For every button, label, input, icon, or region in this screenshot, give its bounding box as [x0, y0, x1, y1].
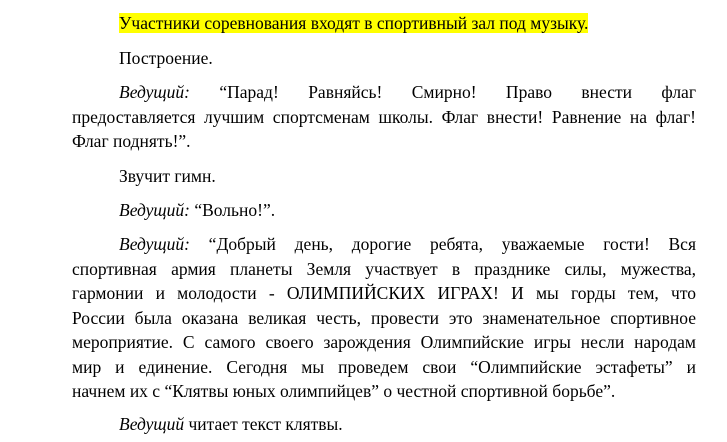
speech-text: “Добрый день, дорогие ребята, уважаемые гости! Вся	[189, 234, 696, 254]
highlighted-text: Участники соревнования входят в спортивный зал под музыку.	[119, 13, 589, 33]
paragraph-parade-line-1	[119, 81, 696, 103]
paragraph-greeting-line-4: России была оказана великая честь, провести это знаменательное спортивное	[72, 308, 696, 328]
paragraph-parade-line-3: Флаг поднять!”.	[72, 131, 191, 151]
paragraph-formation: Построение.	[119, 48, 213, 68]
speech-text: “Вольно!”.	[189, 200, 276, 220]
paragraph-parade-line-2: предоставляется лучшим спортсменам школы. Флаг внести! Равнение на флаг!	[72, 107, 696, 127]
paragraph-greeting-line-6: мир и единение. Сегодня мы проведем свои “Олимпийские эстафеты” и	[72, 357, 696, 377]
paragraph-greeting-line-7: начнем их с “Клятвы юных олимпийцев” о честной спортивной борьбе”.	[72, 381, 616, 401]
paragraph-greeting-line-2: спортивная армия планеты Земля участвует в празднике силы, мужества,	[72, 259, 696, 279]
speaker-label: Ведущий	[119, 414, 185, 434]
paragraph-greeting-line-3: гармонии и молодости - ОЛИМПИЙСКИХ ИГРАХ! И мы горды тем, что	[72, 283, 696, 303]
narration-text: читает текст клятвы.	[184, 414, 343, 434]
paragraph-greeting-line-5: мероприятие. С самого своего зарождения Олимпийские игры несли народам	[72, 332, 696, 352]
paragraph-oath	[119, 413, 343, 435]
paragraph-at-ease	[119, 199, 275, 221]
speaker-label: Ведущий:	[119, 200, 190, 220]
paragraph-greeting-line-1	[119, 233, 696, 255]
paragraph-anthem: Звучит гимн.	[119, 166, 216, 186]
paragraph-entrance	[119, 12, 588, 34]
speaker-label: Ведущий:	[119, 82, 190, 102]
speaker-label: Ведущий:	[119, 234, 190, 254]
speech-text: “Парад! Равняйсь! Смирно! Право внести флаг	[189, 82, 696, 102]
